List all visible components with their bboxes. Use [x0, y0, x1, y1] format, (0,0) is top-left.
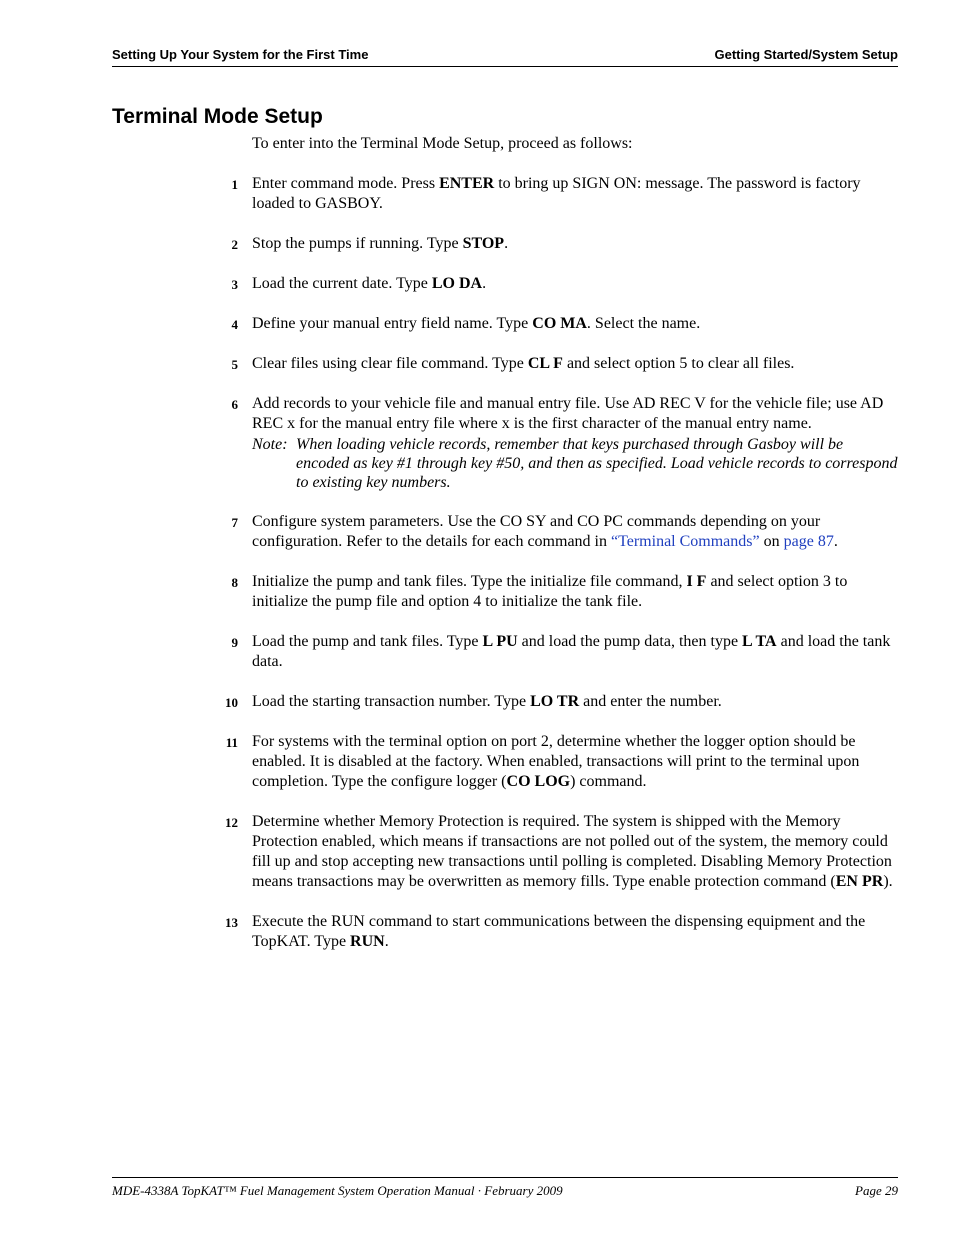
- step-text: [252, 174, 900, 214]
- footer-document-title: MDE-4338A TopKAT™ Fuel Management System Operation Manual · February 2009: [112, 1183, 563, 1198]
- step-text-run: Determine whether Memory Protection is required. The system is shipped with the Memory Protection enabled, which means if transactions are not polled out of the system, the memory could fill up and stop accepting new transactions until polling is completed. Disabling Memory Protection means transactions may be overwritten as memory fills. Type enable protection command (: [252, 813, 892, 890]
- command-text: STOP: [462, 235, 505, 252]
- step-text-run: ).: [883, 873, 893, 890]
- step-number: 5: [231, 357, 238, 372]
- step-text-run: .: [504, 235, 509, 252]
- command-text: RUN: [350, 933, 385, 950]
- step-text: [252, 692, 900, 712]
- note-text: When loading vehicle records, remember that keys purchased through Gasboy will be encoded as key #1 through key #50, and then as specified. Load vehicle records to correspond to existing key numbers.: [296, 436, 898, 491]
- command-text: L TA: [742, 633, 777, 650]
- step-text: [252, 314, 900, 334]
- step-text-run: and select option 5 to clear all files.: [562, 355, 795, 372]
- step-text-run: Initialize the pump and tank files. Type the initialize file command,: [252, 573, 687, 590]
- command-text: EN PR: [835, 873, 884, 890]
- command-text: LO DA: [431, 275, 483, 292]
- intro-paragraph: To enter into the Terminal Mode Setup, proceed as follows:: [252, 135, 633, 152]
- header-chapter-title: Getting Started/System Setup: [714, 47, 898, 62]
- command-text: CO MA: [532, 315, 587, 332]
- step-number: 2: [231, 237, 238, 252]
- cross-reference-link[interactable]: “Terminal Commands”: [610, 533, 760, 550]
- step-text-run: For systems with the terminal option on port 2, determine whether the logger option should be enabled. It is disabled at the factory. When enabled, transactions will print to the terminal upon completion. Type the configure logger (: [252, 733, 860, 790]
- step-text: [252, 732, 900, 792]
- step-number: 9: [231, 635, 238, 650]
- step-text: [252, 512, 900, 552]
- step-text-run: and select option 3 to initialize the pump file and option 4 to initialize the tank file.: [252, 573, 848, 610]
- step-number: 13: [225, 915, 238, 930]
- command-text: ENTER: [439, 175, 495, 192]
- step-text-run: Execute the RUN command to start communications between the dispensing equipment and the TopKAT. Type: [252, 913, 866, 950]
- step-note: [252, 435, 900, 492]
- step-item: [200, 572, 900, 612]
- step-number: 12: [225, 815, 238, 830]
- command-text: LO TR: [530, 693, 580, 710]
- step-item: [200, 812, 900, 892]
- step-text-run: Load the pump and tank files. Type: [252, 633, 483, 650]
- step-number: 4: [231, 317, 238, 332]
- step-text: [252, 274, 900, 294]
- step-item: [200, 512, 900, 552]
- step-text: [252, 912, 900, 952]
- section-title: Terminal Mode Setup: [112, 105, 323, 128]
- step-number: 8: [231, 575, 238, 590]
- step-text-run: .: [384, 933, 389, 950]
- command-text: CL F: [527, 355, 563, 372]
- step-item: [200, 632, 900, 672]
- step-text-run: to bring up SIGN ON: message. The password is factory loaded to GASBOY.: [252, 175, 861, 212]
- step-text-run: Add records to your vehicle file and manual entry file. Use AD REC V for the vehicle file; use AD REC x for the manual entry file where x is the first character of the manual entry name.: [252, 395, 884, 432]
- step-text-run: . Select the name.: [586, 315, 701, 332]
- step-item: [200, 234, 900, 254]
- footer-page-number: Page 29: [855, 1183, 898, 1198]
- step-text: [252, 234, 900, 254]
- step-text-run: Load the current date. Type: [252, 275, 432, 292]
- step-text: [252, 632, 900, 672]
- note-label: Note:: [252, 436, 288, 453]
- command-text: L PU: [482, 633, 518, 650]
- step-item: [200, 314, 900, 334]
- step-text: [252, 812, 900, 892]
- step-item: [200, 732, 900, 792]
- step-text-run: .: [482, 275, 487, 292]
- steps-list: [200, 174, 900, 972]
- step-text-run: and load the pump data, then type: [517, 633, 743, 650]
- step-text-run: Clear files using clear file command. Type: [252, 355, 528, 372]
- step-number: 6: [231, 397, 238, 412]
- step-item: [200, 274, 900, 294]
- step-text-run: and load the tank data.: [252, 633, 891, 670]
- step-text-run: Configure system parameters. Use the CO SY and CO PC commands depending on your configuration. Refer to the details for each command in: [252, 513, 821, 550]
- step-text: [252, 572, 900, 612]
- header-section-title: Setting Up Your System for the First Time: [112, 47, 369, 62]
- step-text-run: Load the starting transaction number. Type: [252, 693, 531, 710]
- page-footer: [112, 1177, 898, 1202]
- step-number: 10: [225, 695, 238, 710]
- command-text: CO LOG: [506, 773, 571, 790]
- step-number: 11: [225, 735, 238, 750]
- command-text: I F: [686, 573, 707, 590]
- step-item: [200, 912, 900, 952]
- step-item: [200, 354, 900, 374]
- step-number: 3: [231, 277, 238, 292]
- step-text-run: .: [833, 533, 838, 550]
- page-header: [112, 46, 898, 67]
- step-text: [252, 354, 900, 374]
- cross-reference-link[interactable]: page 87: [783, 533, 834, 550]
- step-number: 1: [231, 177, 238, 192]
- step-item: [200, 394, 900, 492]
- step-text-run: and enter the number.: [579, 693, 722, 710]
- step-item: [200, 692, 900, 712]
- step-text-run: ) command.: [570, 773, 647, 790]
- step-text-run: Stop the pumps if running. Type: [252, 235, 463, 252]
- step-number: 7: [231, 515, 238, 530]
- step-text-run: Define your manual entry field name. Type: [252, 315, 533, 332]
- step-text: [252, 394, 900, 434]
- step-text-run: on: [759, 533, 784, 550]
- step-text-run: Enter command mode. Press: [252, 175, 440, 192]
- step-item: [200, 174, 900, 214]
